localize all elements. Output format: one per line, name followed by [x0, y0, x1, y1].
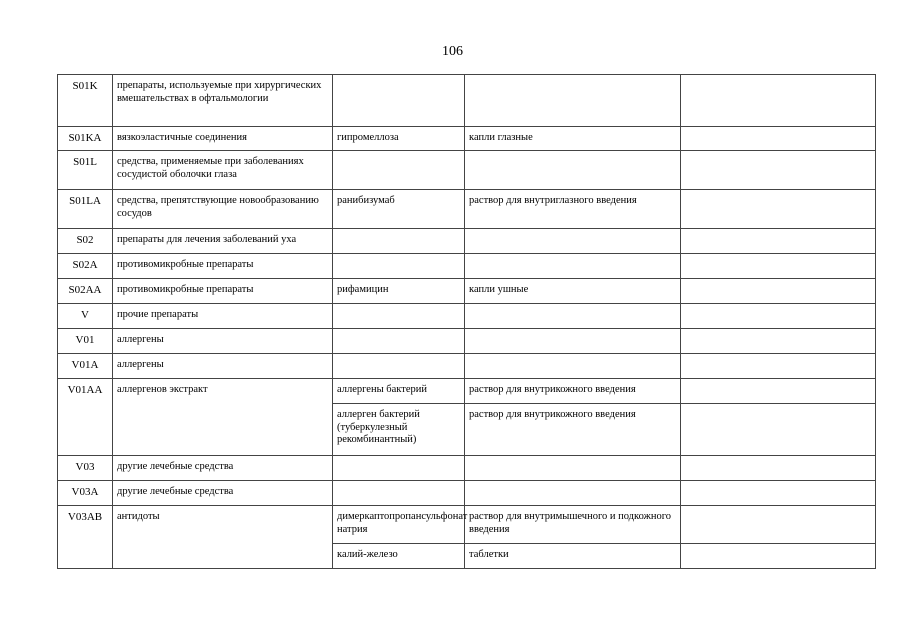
group-name: аллергены — [113, 354, 333, 379]
atc-code: S02A — [58, 254, 113, 279]
table-row — [58, 229, 876, 254]
extra-cell — [681, 456, 876, 481]
table-row — [58, 279, 876, 304]
group-name: противомикробные препараты — [113, 254, 333, 279]
table-row — [58, 190, 876, 229]
extra-cell — [681, 254, 876, 279]
dosage-form — [465, 304, 681, 329]
drug-name: гипромеллоза — [333, 127, 465, 151]
atc-code: S02 — [58, 229, 113, 254]
extra-cell — [681, 75, 876, 127]
dosage-form — [465, 229, 681, 254]
extra-cell — [681, 329, 876, 354]
group-name: прочие препараты — [113, 304, 333, 329]
table-row — [58, 379, 876, 404]
drug-name — [333, 229, 465, 254]
drug-name — [333, 304, 465, 329]
table-row — [58, 354, 876, 379]
drug-name — [333, 481, 465, 506]
atc-code: S01KA — [58, 127, 113, 151]
extra-cell — [681, 279, 876, 304]
atc-code: S02AA — [58, 279, 113, 304]
extra-cell — [681, 404, 876, 456]
table-row — [58, 506, 876, 544]
drug-name — [333, 254, 465, 279]
dosage-form: таблетки — [465, 544, 681, 569]
group-name: другие лечебные средства — [113, 481, 333, 506]
dosage-form — [465, 329, 681, 354]
dosage-form — [465, 456, 681, 481]
extra-cell — [681, 304, 876, 329]
atc-code: V03AB — [58, 506, 113, 569]
drug-name: аллерген бактерий (туберкулезный рекомбинантный) — [333, 404, 465, 456]
table-row — [58, 304, 876, 329]
dosage-form: раствор для внутриглазного введения — [465, 190, 681, 229]
page-number: 106 — [442, 44, 463, 59]
atc-code: V03 — [58, 456, 113, 481]
drug-name: аллергены бактерий — [333, 379, 465, 404]
drug-name — [333, 456, 465, 481]
drug-name — [333, 329, 465, 354]
atc-code: V01AA — [58, 379, 113, 456]
table-row — [58, 329, 876, 354]
table-row — [58, 75, 876, 127]
group-name: препараты для лечения заболеваний уха — [113, 229, 333, 254]
extra-cell — [681, 506, 876, 544]
dosage-form: капли глазные — [465, 127, 681, 151]
group-name: препараты, используемые при хирургических вмешательствах в офтальмологии — [113, 75, 333, 127]
drug-name — [333, 354, 465, 379]
dosage-form: капли ушные — [465, 279, 681, 304]
drug-table — [57, 74, 876, 569]
extra-cell — [681, 354, 876, 379]
drug-name: ранибизумаб — [333, 190, 465, 229]
group-name: аллергены — [113, 329, 333, 354]
table-row — [58, 254, 876, 279]
dosage-form — [465, 254, 681, 279]
atc-code: V03A — [58, 481, 113, 506]
group-name: вязкоэластичные соединения — [113, 127, 333, 151]
dosage-form: раствор для внутрикожного введения — [465, 404, 681, 456]
table-row — [58, 456, 876, 481]
table-row — [58, 127, 876, 151]
drug-name — [333, 75, 465, 127]
extra-cell — [681, 481, 876, 506]
dosage-form — [465, 151, 681, 190]
extra-cell — [681, 151, 876, 190]
group-name: антидоты — [113, 506, 333, 569]
extra-cell — [681, 127, 876, 151]
extra-cell — [681, 190, 876, 229]
extra-cell — [681, 379, 876, 404]
atc-code: S01K — [58, 75, 113, 127]
dosage-form: раствор для внутримышечного и подкожного введения — [465, 506, 681, 544]
extra-cell — [681, 229, 876, 254]
dosage-form — [465, 75, 681, 127]
dosage-form: раствор для внутрикожного введения — [465, 379, 681, 404]
group-name: противомикробные препараты — [113, 279, 333, 304]
group-name: аллергенов экстракт — [113, 379, 333, 456]
group-name: другие лечебные средства — [113, 456, 333, 481]
drug-name — [333, 151, 465, 190]
atc-code: V — [58, 304, 113, 329]
atc-code: V01A — [58, 354, 113, 379]
group-name: средства, применяемые при заболеваниях сосудистой оболочки глаза — [113, 151, 333, 190]
extra-cell — [681, 544, 876, 569]
drug-name: калий-железо — [333, 544, 465, 569]
drug-name: димеркаптопропансульфонат натрия — [333, 506, 465, 544]
group-name: средства, препятствующие новообразованию сосудов — [113, 190, 333, 229]
atc-code: S01L — [58, 151, 113, 190]
dosage-form — [465, 481, 681, 506]
table-row — [58, 481, 876, 506]
drug-name: рифамицин — [333, 279, 465, 304]
atc-code: S01LA — [58, 190, 113, 229]
table-row — [58, 151, 876, 190]
atc-code: V01 — [58, 329, 113, 354]
dosage-form — [465, 354, 681, 379]
